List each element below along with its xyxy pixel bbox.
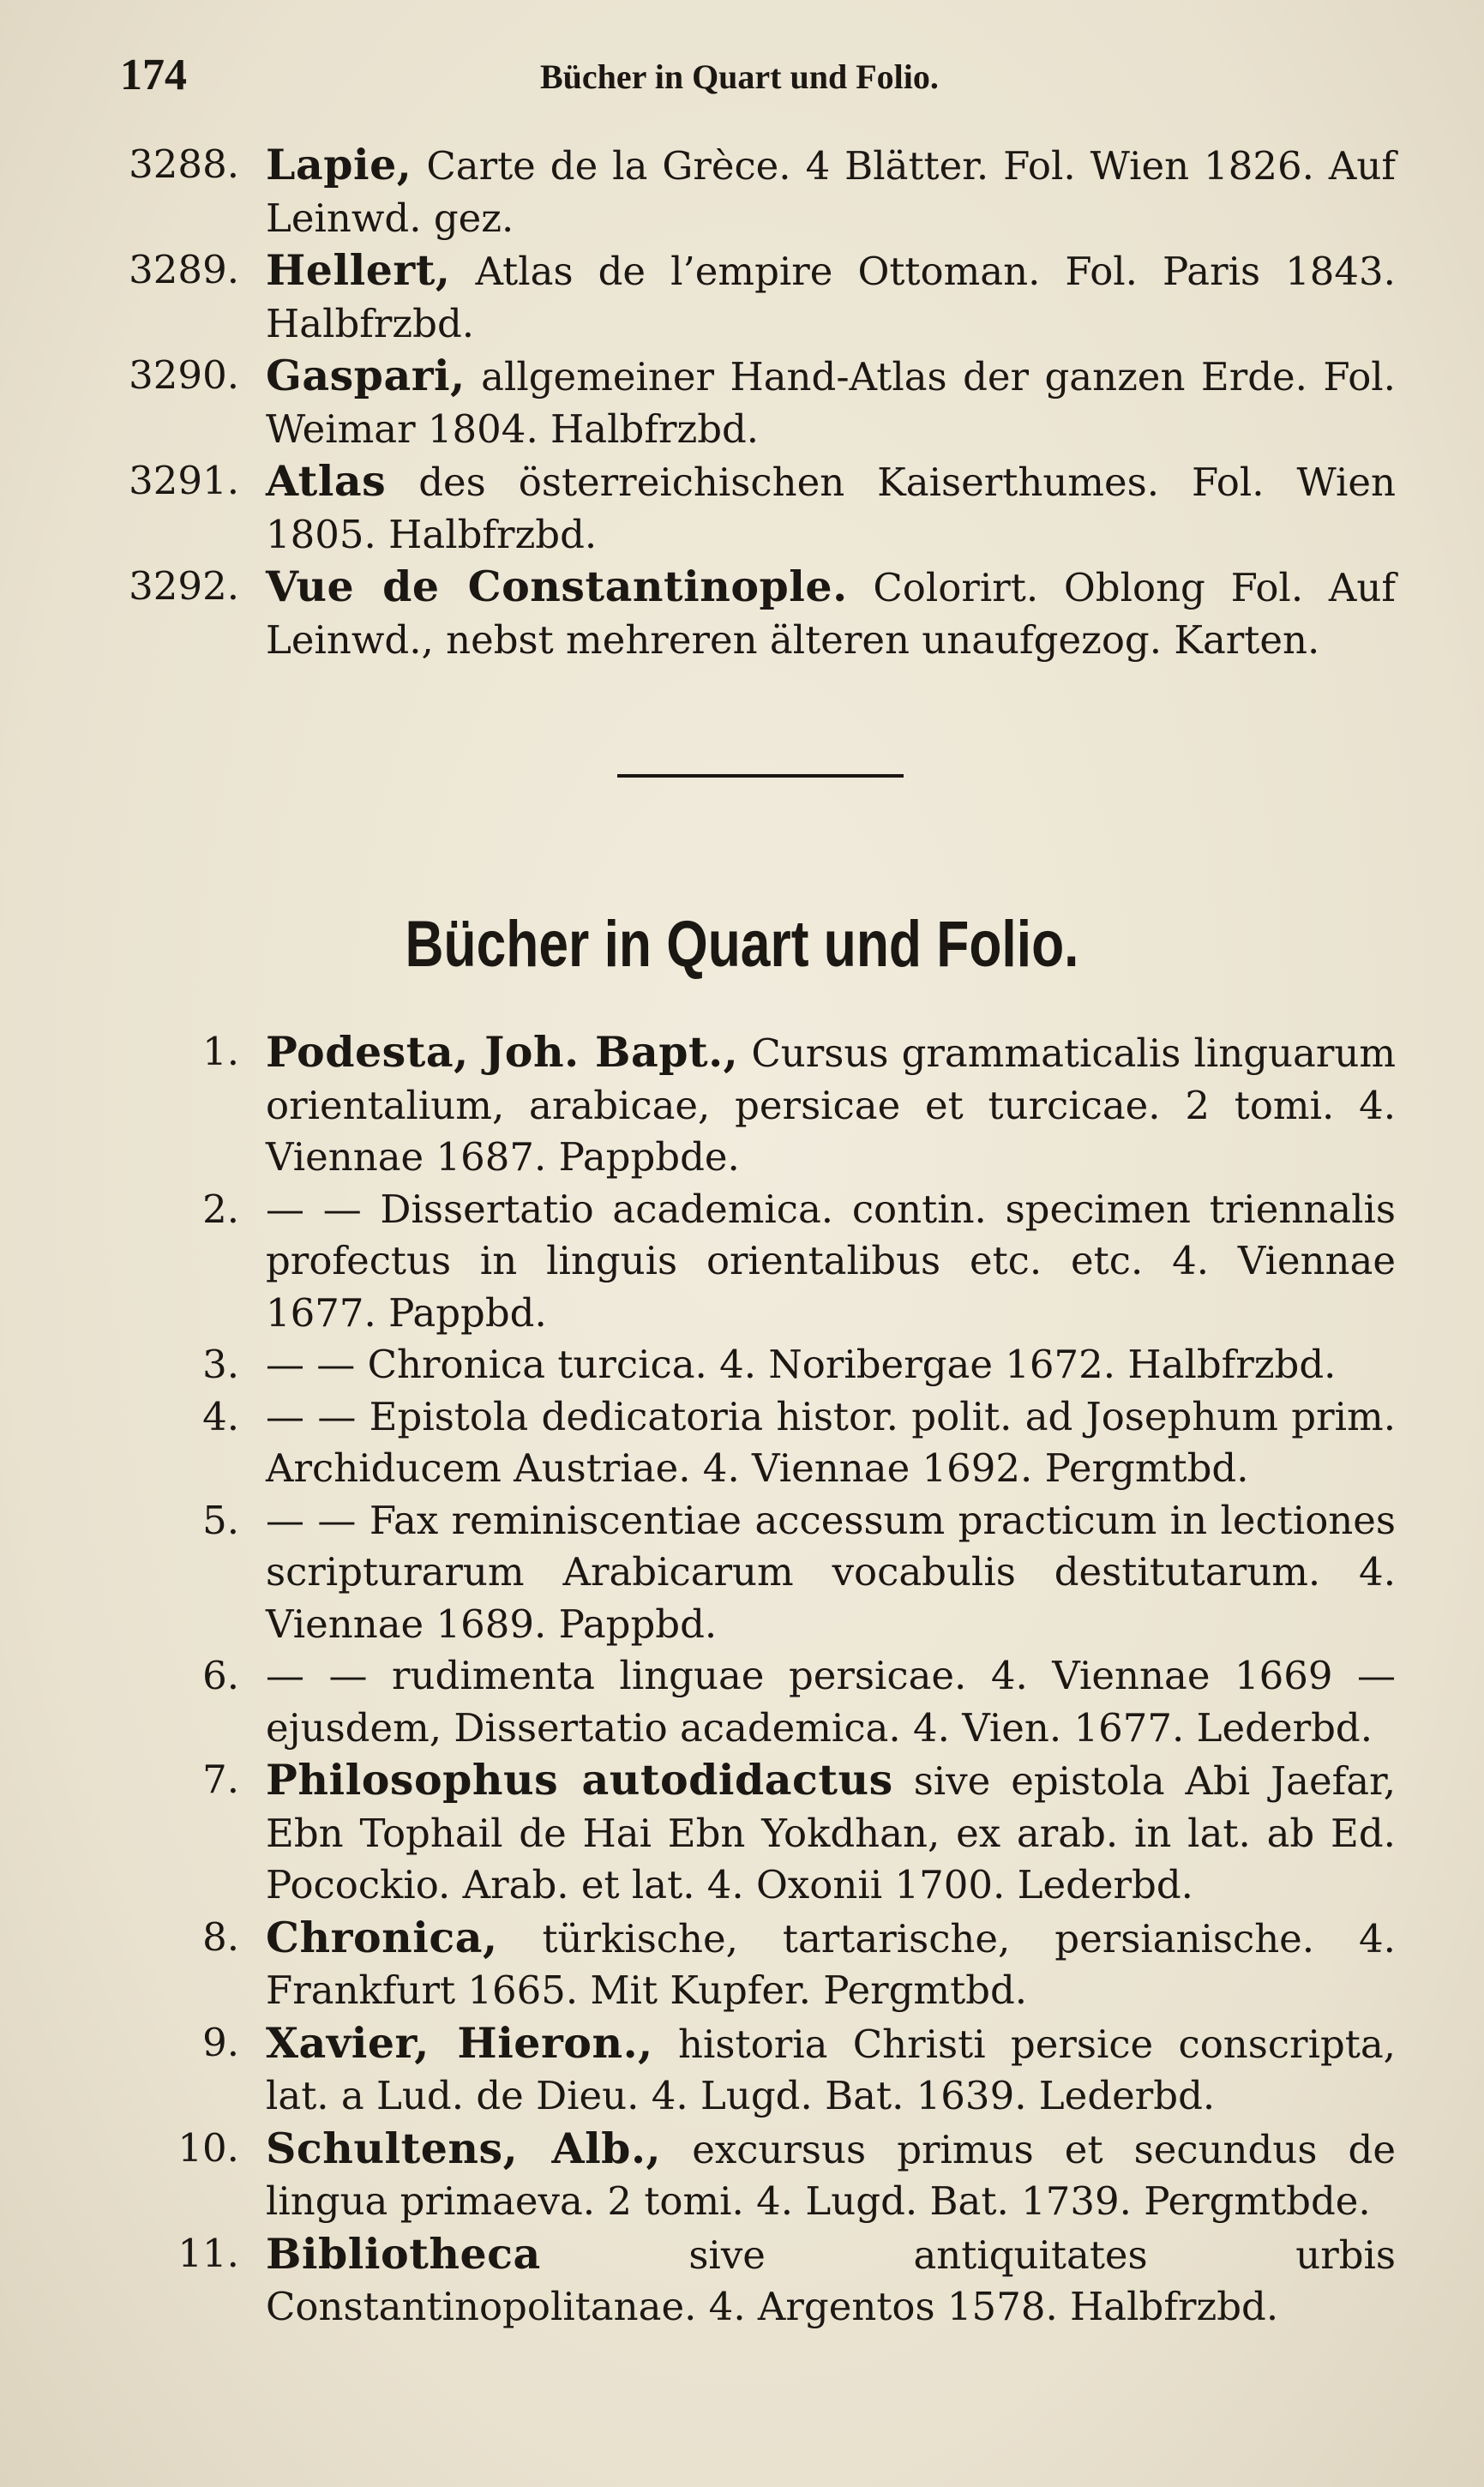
entry-number: 9. (202, 2019, 239, 2065)
entry-heading: Xavier, Hieron., (266, 2017, 653, 2068)
entry-description: sive antiquitates urbis Constantinopolitanae. 4. Argentos 1578. Halbfrzbd. (266, 2232, 1396, 2329)
entry-description: historia Christi persice conscripta, lat. a Lud. de Dieu. 4. Lugd. Bat. 1639. Lederbd. (266, 2021, 1396, 2118)
entry-number: 3291. (129, 458, 239, 503)
catalog-entry (0, 1650, 1484, 1754)
entry-description: türkische, tartarische, persianische. 4. Frankfurt 1665. Mit Kupfer. Pergmtbd. (266, 1915, 1396, 2013)
entry-heading: Lapie, (266, 140, 412, 189)
entry-number: 3290. (129, 352, 239, 398)
entry-heading: Atlas (266, 456, 387, 506)
entry-heading: Podesta, Joh. Bapt., (266, 1027, 739, 1077)
entry-number: 3289. (129, 247, 239, 292)
catalog-entry (0, 2017, 1484, 2123)
entry-description: — — Fax reminiscentiae accessum practicum in lectiones scripturarum Arabicarum vocabulis destitutarum. 4. Viennae 1689. Pappbd. (266, 1497, 1396, 1647)
entry-description: Carte de la Grèce. 4 Blätter. Fol. Wien 1826. Auf Leinwd. gez. (266, 143, 1396, 241)
catalog-entry (0, 139, 1484, 244)
entry-heading: Vue de Constantinople. (266, 562, 848, 611)
entry-description: — — Epistola dedicatoria histor. polit. ad Josephum prim. Archiducem Austriae. 4. Viennae 1692. Pergmtbd. (266, 1393, 1396, 1491)
catalog-entry (0, 244, 1484, 350)
maps-list (0, 139, 1484, 666)
entry-number: 2. (202, 1186, 239, 1232)
entry-number: 4. (202, 1393, 239, 1439)
section-divider (617, 774, 904, 778)
catalog-entry (0, 561, 1484, 666)
entry-description: Atlas de l’empire Ottoman. Fol. Paris 1843. Halbfrzbd. (266, 249, 1396, 346)
catalog-entry (0, 1184, 1484, 1340)
entry-number: 1. (202, 1029, 239, 1074)
entry-heading: Schultens, Alb., (266, 2123, 662, 2173)
entry-number: 7. (202, 1757, 239, 1802)
catalog-entry (0, 1754, 1484, 1912)
catalog-entry (0, 1495, 1484, 1651)
entry-heading: Bibliotheca (266, 2228, 541, 2279)
catalog-entry (0, 2123, 1484, 2228)
entry-heading: Hellert, (266, 245, 451, 295)
entry-heading: Gaspari, (266, 351, 466, 400)
entry-description: allgemeiner Hand-Atlas der ganzen Erde. Fol. Weimar 1804. Halbfrzbd. (266, 354, 1396, 452)
entry-description: excursus primus et secundus de lingua primaeva. 2 tomi. 4. Lugd. Bat. 1739. Pergmtbde. (266, 2126, 1396, 2224)
entry-description: Cursus grammaticalis linguarum orientalium, arabicae, persicae et turcicae. 2 tomi. 4. Viennae 1687. Pappbde. (266, 1030, 1397, 1180)
entry-heading: Chronica, (266, 1912, 498, 1962)
entry-number: 3292. (129, 563, 239, 609)
entry-number: 5. (202, 1497, 239, 1543)
catalog-entry (0, 350, 1484, 455)
catalog-entry (0, 2228, 1484, 2334)
entry-heading: Philosophus autodidactus (266, 1755, 893, 1805)
entry-number: 3. (202, 1342, 239, 1387)
entry-description: sive epistola Abi Jaefar, Ebn Tophail de Hai Ebn Yokdhan, ex arab. in lat. ab Ed. Pocockio. Arab. et lat. 4. Oxonii 1700. Lederbd. (266, 1758, 1396, 1907)
entry-number: 11. (177, 2230, 239, 2276)
catalog-entry (0, 1391, 1484, 1495)
section-title: Bücher in Quart und Folio. (405, 908, 1079, 981)
entry-description: des österreichischen Kaiserthumes. Fol. Wien 1805. Halbfrzbd. (266, 460, 1396, 557)
entry-description: — — Chronica turcica. 4. Noribergae 1672. Halbfrzbd. (266, 1342, 1337, 1387)
entry-number: 6. (202, 1653, 239, 1698)
entry-description: Colorirt. Oblong Fol. Auf Leinwd., nebst mehreren älteren unaufgezog. Karten. (266, 565, 1396, 663)
page-number: 174 (120, 51, 187, 99)
entry-description: — — rudimenta linguae persicae. 4. Viennae 1669 — ejusdem, Dissertatio academica. 4. Vien. 1677. Lederbd. (266, 1653, 1396, 1751)
catalog-entry (0, 1026, 1484, 1184)
entry-number: 8. (202, 1913, 239, 1960)
entry-number: 10. (177, 2124, 239, 2171)
entry-number: 3288. (129, 141, 239, 187)
catalog-entry (0, 455, 1484, 561)
running-head (120, 50, 1397, 101)
books-list (0, 1026, 1484, 2334)
catalog-entry (0, 1912, 1484, 2017)
running-title: Bücher in Quart und Folio. (540, 57, 939, 96)
entry-description: — — Dissertatio academica. contin. specimen triennalis profectus in linguis orientalibus etc. etc. 4. Viennae 1677. Pappbd. (266, 1186, 1396, 1336)
catalog-entry (0, 1339, 1484, 1391)
